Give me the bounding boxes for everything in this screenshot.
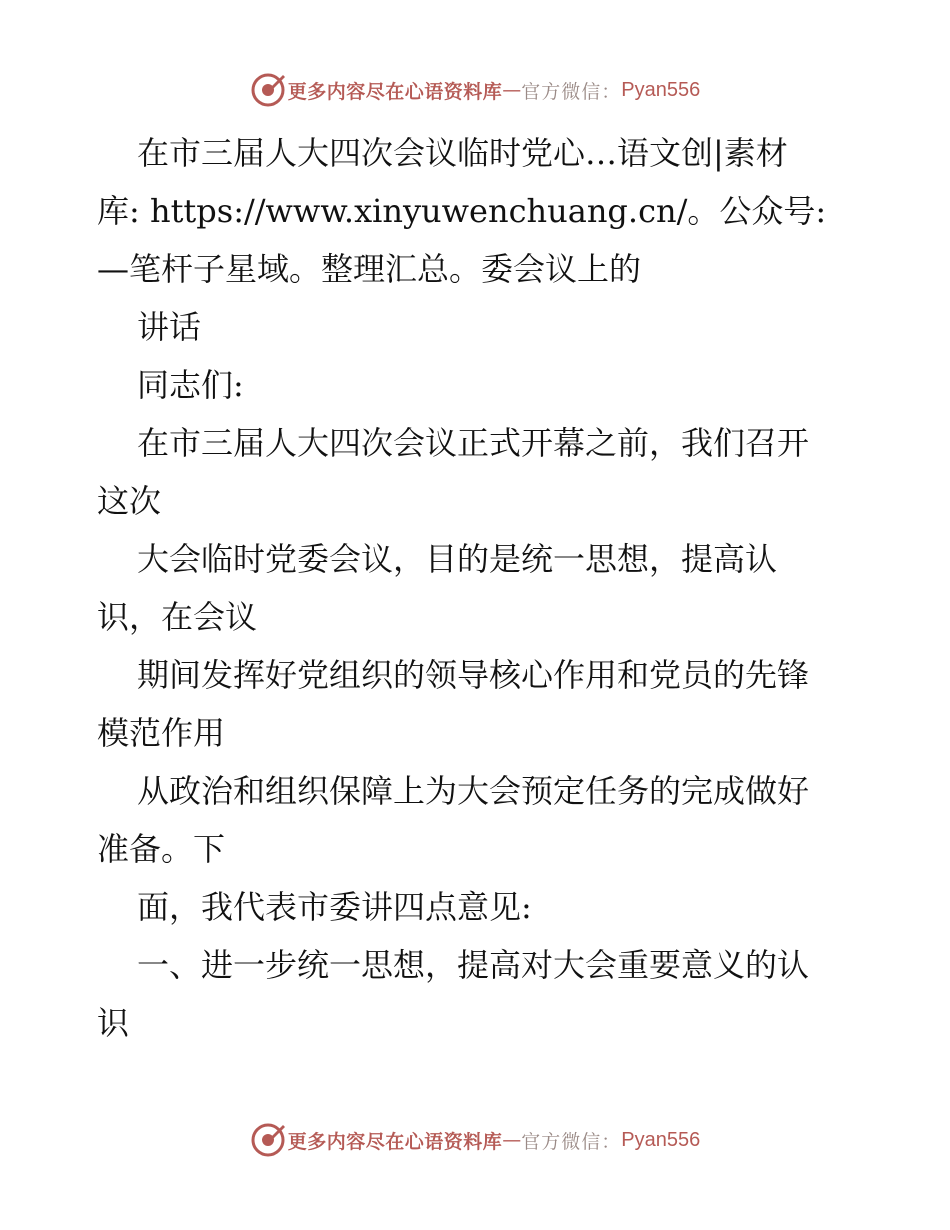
- paragraph-line: 期间发挥好党组织的领导核心作用和党员的先锋: [137, 656, 810, 694]
- paragraph-line: 识，在会议: [97, 598, 258, 636]
- watermark-wechat-id: Pyan556: [621, 1128, 701, 1151]
- paragraph-line: 在市三届人大四次会议临时党心…语文创|素材: [137, 134, 788, 172]
- pen-logo-icon: [250, 1122, 286, 1158]
- watermark-dash: —: [502, 79, 522, 101]
- watermark-dash: —: [502, 1129, 522, 1151]
- section-heading: 一、进一步统一思想，提高对大会重要意义的认: [137, 946, 810, 984]
- paragraph-line: 面，我代表市委讲四点意见:: [137, 888, 532, 926]
- paragraph-line: 模范作用: [97, 714, 226, 752]
- paragraph-line: 在市三届人大四次会议正式开幕之前，我们召开: [137, 424, 810, 462]
- paragraph-line: 讲话: [137, 308, 202, 346]
- watermark-official-label: 官方微信：: [521, 1130, 622, 1153]
- paragraph-line: —笔杆子星域。整理汇总。委会议上的: [97, 250, 642, 288]
- paragraph-line: 大会临时党委会议，目的是统一思想，提高认: [137, 540, 778, 578]
- paragraph-line: 识: [97, 1004, 130, 1042]
- paragraph-line: 准备。下: [97, 830, 226, 868]
- watermark-official-label: 官方微信：: [521, 80, 622, 103]
- watermark-wechat-id: Pyan556: [621, 78, 701, 101]
- pen-logo-icon: [250, 72, 286, 108]
- paragraph-line: 从政治和组织保障上为大会预定任务的完成做好: [137, 772, 810, 810]
- salutation: 同志们:: [137, 366, 244, 404]
- watermark-slogan: 更多内容尽在心语资料库: [287, 80, 503, 103]
- paragraph-line: 这次: [97, 482, 162, 520]
- watermark-slogan: 更多内容尽在心语资料库: [287, 1130, 503, 1153]
- document-body: [97, 124, 857, 1052]
- footer-watermark: [0, 1120, 950, 1160]
- header-watermark: [0, 70, 950, 110]
- paragraph-line: 库: https://www.xinyuwenchuang.cn/。公众号:: [97, 192, 827, 230]
